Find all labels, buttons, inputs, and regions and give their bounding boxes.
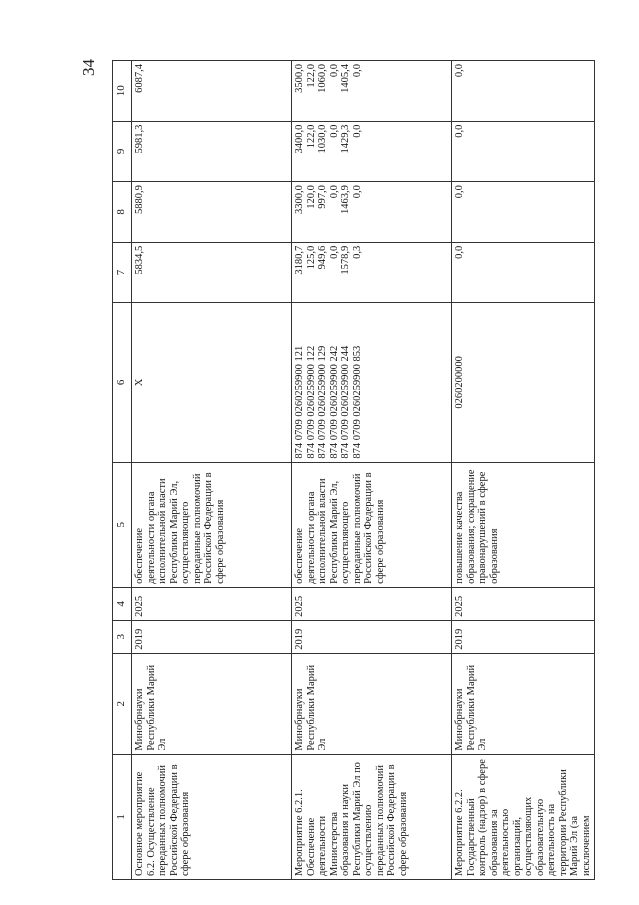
header-row — [113, 61, 132, 880]
column-header: 9 — [113, 121, 132, 182]
budget-code-cell: X — [132, 303, 292, 462]
value-cell: 6087,4 — [132, 61, 292, 122]
table-row — [292, 61, 452, 880]
value-cell: 3180,7 125,0 949,6 0,0 1578,9 0,3 — [292, 242, 452, 303]
start-year-cell: 2019 — [132, 620, 292, 653]
end-year-cell: 2025 — [452, 587, 595, 620]
measure-name-cell: Мероприятие 6.2.2. Государственный контроль (надзор) в сфере образования за деятельностью организаций, осуществляющих образовательную деятельность на территории Республики Марий Эл (за исключением — [452, 754, 595, 879]
rotated-page-content — [112, 60, 597, 880]
measure-name-cell: Мероприятие 6.2.1. Обеспечение деятельности Министерства образования и науки Республики Марий Эл по осуществлению переданных полномочий Российской Федерации в сфере образования — [292, 754, 452, 879]
value-cell: 0,0 — [452, 61, 595, 122]
value-cell: 0,0 — [452, 121, 595, 182]
value-cell: 5880,9 — [132, 182, 292, 243]
value-cell: 0,0 — [452, 242, 595, 303]
value-cell: 5981,3 — [132, 121, 292, 182]
value-cell: 3400,0 122,0 1030,0 0,0 1429,3 0,0 — [292, 121, 452, 182]
value-cell: 3300,0 120,0 997,0 0,0 1463,9 0,0 — [292, 182, 452, 243]
result-cell: обеспечение деятельности органа исполнительной власти Республики Марий Эл, осуществляющего переданные полномочий Российской Федерации в сфере образования — [132, 462, 292, 587]
column-header: 6 — [113, 303, 132, 462]
result-cell: повышение качества образования; сокращение правонарушений в сфере образования — [452, 462, 595, 587]
value-cell: 0,0 — [452, 182, 595, 243]
budget-code-cell: 0260200000 — [452, 303, 595, 462]
result-cell: обеспечение деятельности органа исполнительной власти Республики Марий Эл, осуществляющего переданные полномочий Российской Федерации в сфере образования — [292, 462, 452, 587]
column-header: 3 — [113, 620, 132, 653]
program-table — [112, 60, 595, 880]
column-header: 10 — [113, 61, 132, 122]
column-header: 5 — [113, 462, 132, 587]
table-row — [132, 61, 292, 880]
end-year-cell: 2025 — [292, 587, 452, 620]
executor-cell: Минобрнауки Республики Марий Эл — [292, 653, 452, 754]
end-year-cell: 2025 — [132, 587, 292, 620]
executor-cell: Минобрнауки Республики Марий Эл — [452, 653, 595, 754]
value-cell: 5834,5 — [132, 242, 292, 303]
start-year-cell: 2019 — [452, 620, 595, 653]
value-cell: 3500,0 122,0 1060,0 0,0 1405,4 0,0 — [292, 61, 452, 122]
column-header: 4 — [113, 587, 132, 620]
start-year-cell: 2019 — [292, 620, 452, 653]
column-header: 7 — [113, 242, 132, 303]
table-row — [452, 61, 595, 880]
executor-cell: Минобрнауки Республики Марий Эл — [132, 653, 292, 754]
measure-name-cell: Основное мероприятие 6.2. Осуществление переданных полномочий Российской Федерации в сфере образования — [132, 754, 292, 879]
column-header: 1 — [113, 754, 132, 879]
column-header: 8 — [113, 182, 132, 243]
budget-code-cell: 874 0709 0260259900 121 874 0709 0260259900 122 874 0709 0260259900 129 874 0709 0260259900 242 874 0709 0260259900 244 874 0709 0260259900 853 — [292, 303, 452, 462]
page-number: 34 — [79, 59, 98, 76]
column-header: 2 — [113, 653, 132, 754]
